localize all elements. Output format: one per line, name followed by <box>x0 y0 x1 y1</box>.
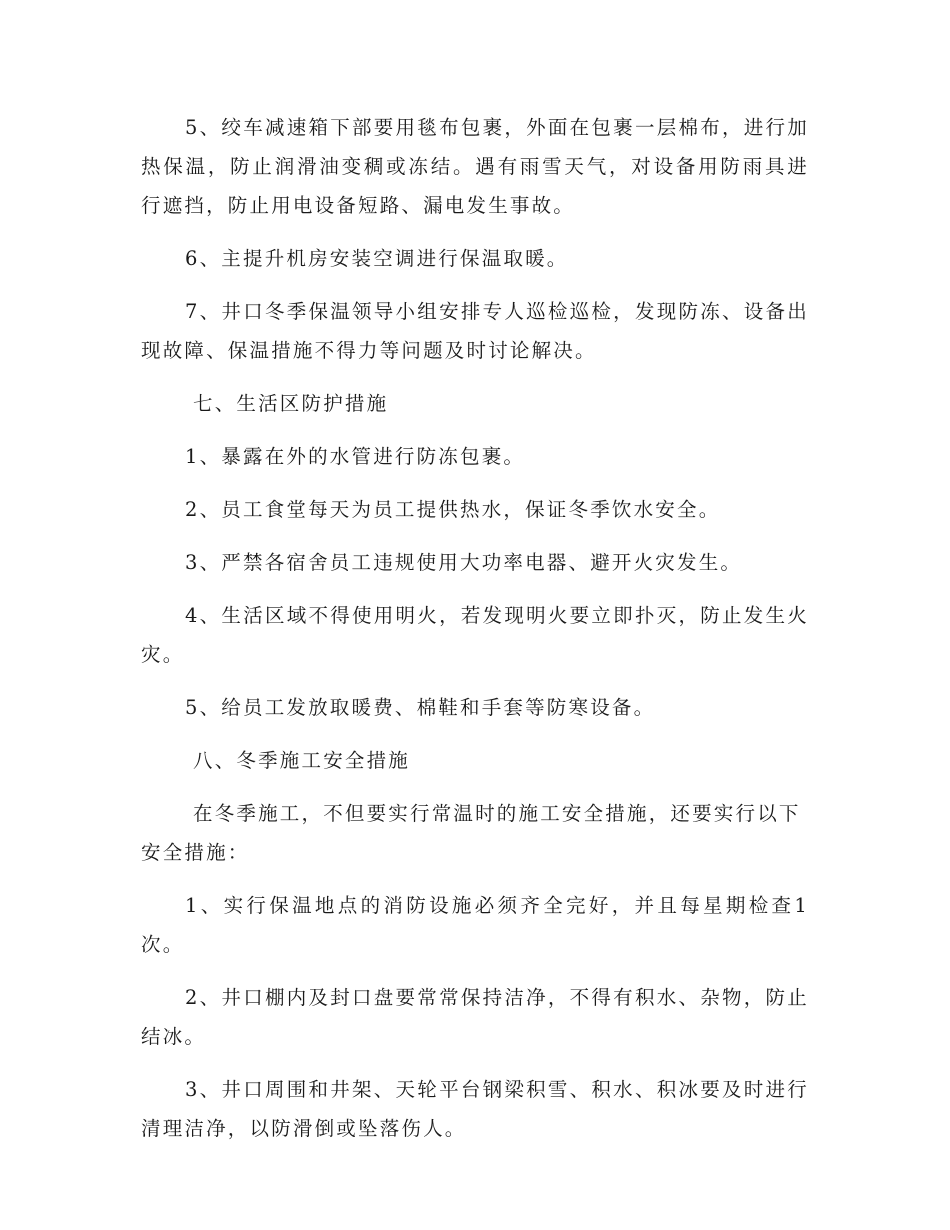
paragraph-winch-gearbox: 5、绞车减速箱下部要用毯布包裹，外面在包裹一层棉布，进行加热保温，防止润滑油变稠或冻结。遇有雨雪天气，对设备用防雨具进行遮挡，防止用电设备短路、漏电发生事故。 <box>141 116 809 217</box>
paragraph-hoist-room-ac: 6、主提升机房安装空调进行保温取暖。 <box>185 247 569 270</box>
paragraph-ice-snow-clearing: 3、井口周围和井架、天轮平台钢梁积雪、积水、积冰要及时进行清理洁净，以防滑倒或坠落伤人。 <box>141 1078 809 1140</box>
paragraph-wellhead-clean: 2、井口棚内及封口盘要常常保持洁净，不得有积水、杂物，防止结冰。 <box>141 986 809 1048</box>
paragraph-cold-supplies: 5、给员工发放取暖费、棉鞋和手套等防寒设备。 <box>185 696 656 719</box>
paragraph-canteen-hot-water: 2、员工食堂每天为员工提供热水，保证冬季饮水安全。 <box>185 498 721 521</box>
document-body <box>141 108 809 1162</box>
paragraph-open-fire: 4、生活区域不得使用明火，若发现明火要立即扑灭，防止发生火灾。 <box>141 604 809 666</box>
section-heading-winter-safety: 八、冬季施工安全措施 <box>193 749 411 772</box>
section-heading-living-area: 七、生活区防护措施 <box>193 392 389 415</box>
paragraph-winter-intro: 在冬季施工，不但要实行常温时的施工安全措施，还要实行以下安全措施： <box>141 802 801 864</box>
paragraph-water-pipes: 1、暴露在外的水管进行防冻包裹。 <box>185 445 526 468</box>
paragraph-inspection-team: 7、井口冬季保温领导小组安排专人巡检巡检，发现防冻、设备出现故障、保温措施不得力等问题及时讨论解决。 <box>141 300 809 362</box>
paragraph-fire-facilities: 1、实行保温地点的消防设施必须齐全完好，并且每星期检查1次。 <box>141 894 809 956</box>
paragraph-dorm-electrical: 3、严禁各宿舍员工违规使用大功率电器、避开火灾发生。 <box>185 551 743 574</box>
